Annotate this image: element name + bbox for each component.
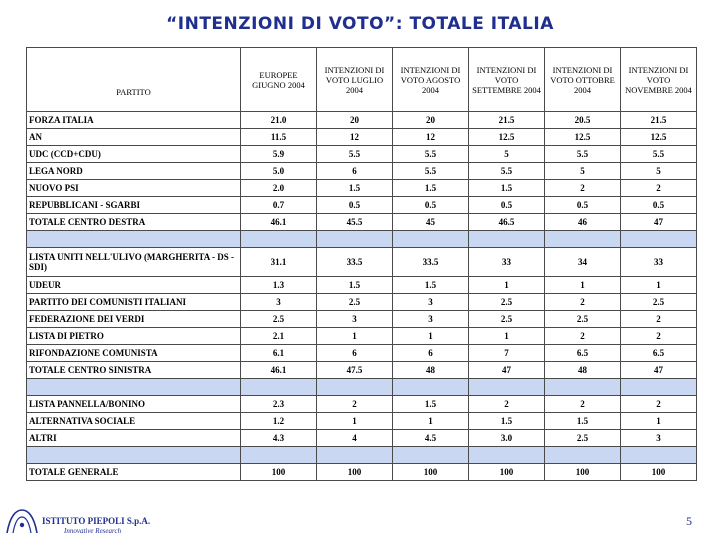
value-cell: 3 — [241, 294, 317, 311]
table-row — [27, 129, 697, 146]
table-row — [27, 197, 697, 214]
value-cell: 46.1 — [241, 214, 317, 231]
separator-cell — [469, 231, 545, 248]
value-cell: 2.3 — [241, 396, 317, 413]
separator-cell — [545, 379, 621, 396]
value-cell: 2 — [545, 396, 621, 413]
value-cell: 5.9 — [241, 146, 317, 163]
value-cell: 1 — [393, 413, 469, 430]
separator-cell — [621, 447, 697, 464]
value-cell: 2.5 — [469, 294, 545, 311]
party-name: RIFONDAZIONE COMUNISTA — [27, 345, 241, 362]
value-cell: 20 — [393, 112, 469, 129]
value-cell: 34 — [545, 248, 621, 277]
value-cell: 1 — [469, 328, 545, 345]
value-cell: 1.3 — [241, 277, 317, 294]
party-name: NUOVO PSI — [27, 180, 241, 197]
value-cell: 1 — [621, 277, 697, 294]
value-cell: 33.5 — [393, 248, 469, 277]
value-cell: 12.5 — [469, 129, 545, 146]
table-row — [27, 112, 697, 129]
value-cell: 0.5 — [621, 197, 697, 214]
value-cell: 20 — [317, 112, 393, 129]
value-cell: 31.1 — [241, 248, 317, 277]
value-cell: 3.0 — [469, 430, 545, 447]
page-title: “INTENZIONI DI VOTO”: TOTALE ITALIA — [166, 14, 554, 34]
value-cell: 2 — [621, 180, 697, 197]
value-cell: 1.5 — [469, 413, 545, 430]
value-cell: 6.5 — [545, 345, 621, 362]
value-cell: 1 — [317, 413, 393, 430]
value-cell: 3 — [317, 311, 393, 328]
party-name: REPUBBLICANI - SGARBI — [27, 197, 241, 214]
value-cell: 5.5 — [317, 146, 393, 163]
value-cell: 2.5 — [545, 311, 621, 328]
table-row — [27, 146, 697, 163]
value-cell: 33 — [621, 248, 697, 277]
value-cell: 12.5 — [621, 129, 697, 146]
value-cell: 47 — [621, 362, 697, 379]
value-cell: 47.5 — [317, 362, 393, 379]
party-name: LISTA UNITI NELL'ULIVO (MARGHERITA - DS - SDI) — [27, 248, 241, 277]
separator-cell — [393, 231, 469, 248]
value-cell: 6.5 — [621, 345, 697, 362]
value-cell: 1.5 — [393, 277, 469, 294]
party-name: TOTALE CENTRO DESTRA — [27, 214, 241, 231]
value-cell: 12.5 — [545, 129, 621, 146]
column-header: INTENZIONI DI VOTO LUGLIO 2004 — [317, 48, 393, 112]
value-cell: 5 — [621, 163, 697, 180]
separator-cell — [545, 447, 621, 464]
separator-cell — [241, 379, 317, 396]
table-row — [27, 214, 697, 231]
party-name: LISTA DI PIETRO — [27, 328, 241, 345]
value-cell: 2.5 — [545, 430, 621, 447]
value-cell: 0.7 — [241, 197, 317, 214]
party-name: LEGA NORD — [27, 163, 241, 180]
value-cell: 0.5 — [393, 197, 469, 214]
value-cell: 1.5 — [545, 413, 621, 430]
value-cell: 2 — [621, 328, 697, 345]
value-cell: 1 — [317, 328, 393, 345]
value-cell: 46 — [545, 214, 621, 231]
table-row — [27, 163, 697, 180]
value-cell: 5.5 — [545, 146, 621, 163]
party-name: TOTALE GENERALE — [27, 464, 241, 481]
party-name: UDC (CCD+CDU) — [27, 146, 241, 163]
institute-tagline: Innovative Research — [64, 527, 122, 535]
value-cell: 2.5 — [241, 311, 317, 328]
separator-cell — [317, 447, 393, 464]
separator-cell — [469, 447, 545, 464]
value-cell: 21.0 — [241, 112, 317, 129]
table-row — [27, 294, 697, 311]
value-cell: 46.1 — [241, 362, 317, 379]
separator-cell — [621, 379, 697, 396]
institute-name: ISTITUTO PIEPOLI S.p.A. — [42, 516, 151, 526]
table-row — [27, 362, 697, 379]
value-cell: 100 — [241, 464, 317, 481]
party-name: ALTRI — [27, 430, 241, 447]
value-cell: 4 — [317, 430, 393, 447]
column-header: EUROPEE GIUGNO 2004 — [241, 48, 317, 112]
value-cell: 2 — [545, 180, 621, 197]
separator-cell — [621, 231, 697, 248]
separator-cell — [469, 379, 545, 396]
institute-logo-icon — [4, 506, 40, 536]
table-row — [27, 311, 697, 328]
value-cell: 2.5 — [621, 294, 697, 311]
value-cell: 47 — [621, 214, 697, 231]
party-name: UDEUR — [27, 277, 241, 294]
value-cell: 2.1 — [241, 328, 317, 345]
party-column-header: PARTITO — [27, 48, 241, 112]
value-cell: 1 — [393, 328, 469, 345]
value-cell: 2.5 — [469, 311, 545, 328]
value-cell: 46.5 — [469, 214, 545, 231]
value-cell: 100 — [621, 464, 697, 481]
value-cell: 48 — [393, 362, 469, 379]
party-name: FORZA ITALIA — [27, 112, 241, 129]
value-cell: 21.5 — [469, 112, 545, 129]
value-cell: 1 — [545, 277, 621, 294]
value-cell: 21.5 — [621, 112, 697, 129]
value-cell: 5.5 — [393, 146, 469, 163]
value-cell: 45.5 — [317, 214, 393, 231]
value-cell: 2.5 — [317, 294, 393, 311]
value-cell: 1.5 — [317, 180, 393, 197]
value-cell: 48 — [545, 362, 621, 379]
value-cell: 100 — [545, 464, 621, 481]
value-cell: 2 — [317, 396, 393, 413]
value-cell: 2 — [545, 328, 621, 345]
value-cell: 3 — [393, 311, 469, 328]
value-cell: 6.1 — [241, 345, 317, 362]
value-cell: 2.0 — [241, 180, 317, 197]
value-cell: 6 — [393, 345, 469, 362]
value-cell: 33.5 — [317, 248, 393, 277]
separator-row — [27, 447, 697, 464]
separator-cell — [27, 231, 241, 248]
separator-cell — [241, 231, 317, 248]
value-cell: 1.5 — [317, 277, 393, 294]
value-cell: 3 — [621, 430, 697, 447]
value-cell: 0.5 — [317, 197, 393, 214]
column-header: INTENZIONI DI VOTO NOVEMBRE 2004 — [621, 48, 697, 112]
party-name: AN — [27, 129, 241, 146]
value-cell: 5 — [469, 146, 545, 163]
value-cell: 1.2 — [241, 413, 317, 430]
table-row — [27, 345, 697, 362]
value-cell: 5 — [545, 163, 621, 180]
separator-cell — [393, 447, 469, 464]
separator-cell — [393, 379, 469, 396]
value-cell: 4.3 — [241, 430, 317, 447]
separator-cell — [317, 379, 393, 396]
column-header: INTENZIONI DI VOTO AGOSTO 2004 — [393, 48, 469, 112]
header-row — [27, 48, 697, 112]
value-cell: 2 — [621, 396, 697, 413]
value-cell: 5.5 — [469, 163, 545, 180]
separator-cell — [27, 447, 241, 464]
value-cell: 47 — [469, 362, 545, 379]
value-cell: 5.5 — [621, 146, 697, 163]
column-header: INTENZIONI DI VOTO OTTOBRE 2004 — [545, 48, 621, 112]
value-cell: 1 — [469, 277, 545, 294]
value-cell: 33 — [469, 248, 545, 277]
vote-intentions-table — [26, 47, 697, 481]
value-cell: 4.5 — [393, 430, 469, 447]
table-row — [27, 248, 697, 277]
value-cell: 12 — [317, 129, 393, 146]
value-cell: 11.5 — [241, 129, 317, 146]
value-cell: 0.5 — [545, 197, 621, 214]
value-cell: 5.5 — [393, 163, 469, 180]
value-cell: 3 — [393, 294, 469, 311]
separator-cell — [241, 447, 317, 464]
value-cell: 100 — [317, 464, 393, 481]
separator-row — [27, 379, 697, 396]
value-cell: 5.0 — [241, 163, 317, 180]
table-row — [27, 180, 697, 197]
value-cell: 20.5 — [545, 112, 621, 129]
table-row — [27, 430, 697, 447]
value-cell: 2 — [621, 311, 697, 328]
separator-row — [27, 231, 697, 248]
separator-cell — [27, 379, 241, 396]
table-row — [27, 277, 697, 294]
value-cell: 6 — [317, 345, 393, 362]
value-cell: 1.5 — [393, 180, 469, 197]
value-cell: 1.5 — [393, 396, 469, 413]
party-name: PARTITO DEI COMUNISTI ITALIANI — [27, 294, 241, 311]
table-body — [27, 112, 697, 481]
party-name: TOTALE CENTRO SINISTRA — [27, 362, 241, 379]
value-cell: 12 — [393, 129, 469, 146]
page-number: 5 — [686, 514, 692, 528]
table-row — [27, 328, 697, 345]
table-row — [27, 413, 697, 430]
table-row — [27, 396, 697, 413]
table-row — [27, 464, 697, 481]
column-header: INTENZIONI DI VOTO SETTEMBRE 2004 — [469, 48, 545, 112]
value-cell: 1 — [621, 413, 697, 430]
value-cell: 6 — [317, 163, 393, 180]
value-cell: 100 — [469, 464, 545, 481]
party-name: ALTERNATIVA SOCIALE — [27, 413, 241, 430]
party-name: LISTA PANNELLA/BONINO — [27, 396, 241, 413]
value-cell: 45 — [393, 214, 469, 231]
value-cell: 2 — [469, 396, 545, 413]
value-cell: 7 — [469, 345, 545, 362]
value-cell: 100 — [393, 464, 469, 481]
separator-cell — [545, 231, 621, 248]
separator-cell — [317, 231, 393, 248]
value-cell: 0.5 — [469, 197, 545, 214]
party-name: FEDERAZIONE DEI VERDI — [27, 311, 241, 328]
value-cell: 2 — [545, 294, 621, 311]
value-cell: 1.5 — [469, 180, 545, 197]
